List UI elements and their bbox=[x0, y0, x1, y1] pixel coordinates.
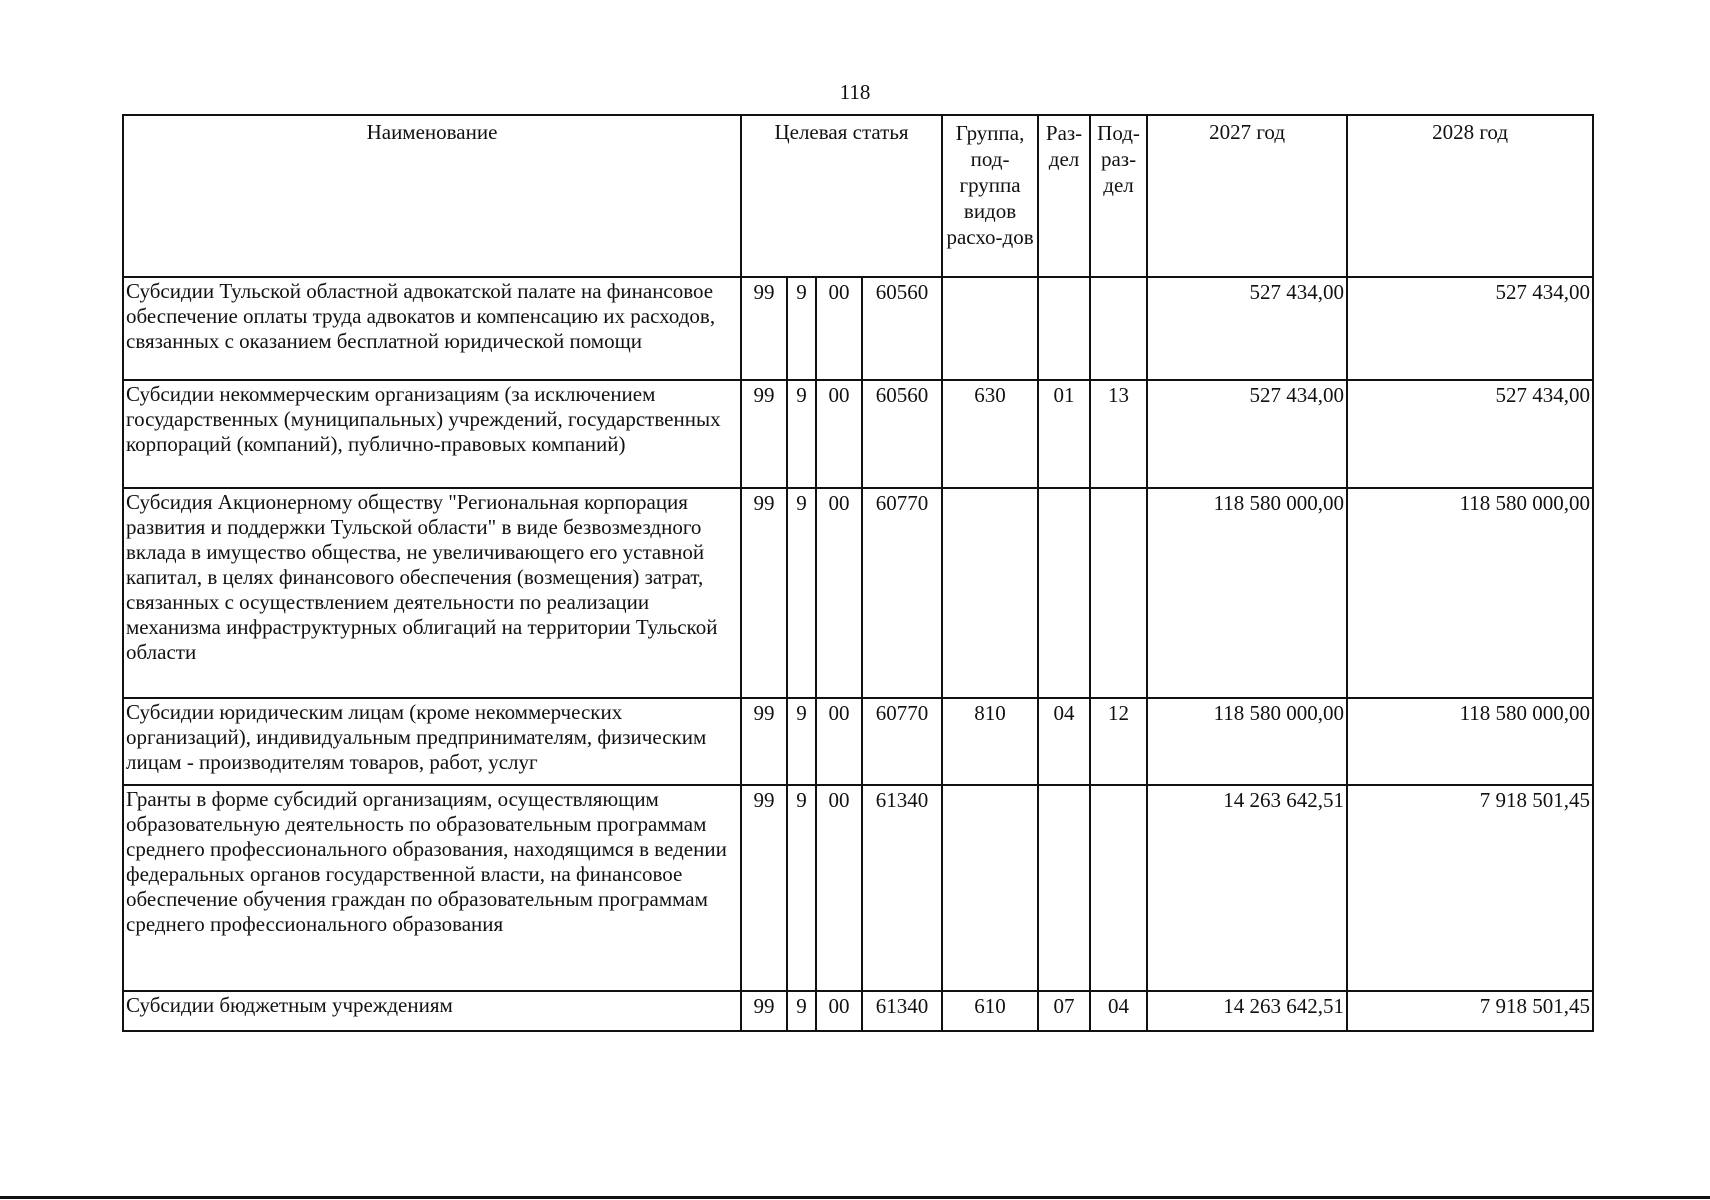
section-code bbox=[1038, 277, 1090, 380]
bottom-rule bbox=[0, 1196, 1710, 1199]
target-code-expense: 61340 bbox=[862, 991, 942, 1031]
subsection-code bbox=[1090, 277, 1147, 380]
table-row bbox=[123, 785, 1593, 991]
amount-2028: 527 434,00 bbox=[1347, 277, 1593, 380]
target-code-expense: 61340 bbox=[862, 785, 942, 991]
table-header-row bbox=[123, 115, 1593, 277]
expense-group: 610 bbox=[942, 991, 1038, 1031]
target-code-sub: 00 bbox=[816, 380, 862, 488]
amount-2027: 527 434,00 bbox=[1147, 380, 1347, 488]
target-code-program: 99 bbox=[741, 488, 787, 698]
row-name: Субсидия Акционерному обществу "Региональная корпорация развития и поддержки Тульской области" в виде безвозмездного вклада в имущество общества, не увеличивающего его уставной капитал, в целях финансового обеспечения (возмещения) затрат, связанных с осуществлением деятельности по реализации механизма инфраструктурных облигаций на территории Тульской области bbox=[123, 488, 741, 698]
amount-2027: 118 580 000,00 bbox=[1147, 488, 1347, 698]
expense-group: 810 bbox=[942, 698, 1038, 785]
target-code-expense: 60560 bbox=[862, 277, 942, 380]
amount-2027: 118 580 000,00 bbox=[1147, 698, 1347, 785]
target-code-program: 99 bbox=[741, 277, 787, 380]
table-row bbox=[123, 380, 1593, 488]
target-code-direction: 9 bbox=[787, 698, 816, 785]
target-code-sub: 00 bbox=[816, 488, 862, 698]
amount-2027: 527 434,00 bbox=[1147, 277, 1347, 380]
section-code bbox=[1038, 488, 1090, 698]
target-code-program: 99 bbox=[741, 991, 787, 1031]
table-row bbox=[123, 698, 1593, 785]
target-code-program: 99 bbox=[741, 785, 787, 991]
subsection-code: 04 bbox=[1090, 991, 1147, 1031]
target-code-program: 99 bbox=[741, 698, 787, 785]
amount-2027: 14 263 642,51 bbox=[1147, 991, 1347, 1031]
row-name: Субсидии Тульской областной адвокатской палате на финансовое обеспечение оплаты труда адвокатов и компенсацию их расходов, связанных с оказанием бесплатной юридической помощи bbox=[123, 277, 741, 380]
amount-2028: 527 434,00 bbox=[1347, 380, 1593, 488]
amount-2028: 118 580 000,00 bbox=[1347, 698, 1593, 785]
header-name: Наименование bbox=[123, 115, 741, 277]
table-row bbox=[123, 277, 1593, 380]
amount-2027: 14 263 642,51 bbox=[1147, 785, 1347, 991]
page-number: 118 bbox=[839, 80, 871, 104]
subsection-code: 12 bbox=[1090, 698, 1147, 785]
target-code-direction: 9 bbox=[787, 991, 816, 1031]
section-code: 01 bbox=[1038, 380, 1090, 488]
expense-group bbox=[942, 488, 1038, 698]
target-code-sub: 00 bbox=[816, 991, 862, 1031]
header-subsection: Под-раз-дел bbox=[1090, 115, 1147, 277]
section-code: 04 bbox=[1038, 698, 1090, 785]
target-code-sub: 00 bbox=[816, 698, 862, 785]
header-expense-group: Группа, под-группа видов расхо-дов bbox=[942, 115, 1038, 277]
header-section: Раз-дел bbox=[1038, 115, 1090, 277]
subsection-code bbox=[1090, 785, 1147, 991]
expense-group bbox=[942, 785, 1038, 991]
header-year-2028: 2028 год bbox=[1347, 115, 1593, 277]
section-code: 07 bbox=[1038, 991, 1090, 1031]
header-year-2027: 2027 год bbox=[1147, 115, 1347, 277]
target-code-program: 99 bbox=[741, 380, 787, 488]
amount-2028: 7 918 501,45 bbox=[1347, 991, 1593, 1031]
table-row bbox=[123, 991, 1593, 1031]
subsection-code bbox=[1090, 488, 1147, 698]
subsection-code: 13 bbox=[1090, 380, 1147, 488]
amount-2028: 7 918 501,45 bbox=[1347, 785, 1593, 991]
target-code-expense: 60560 bbox=[862, 380, 942, 488]
expense-group: 630 bbox=[942, 380, 1038, 488]
row-name: Субсидии некоммерческим организациям (за исключением государственных (муниципальных) учреждений, государственных корпораций (компаний), публично-правовых компаний) bbox=[123, 380, 741, 488]
target-code-sub: 00 bbox=[816, 785, 862, 991]
target-code-expense: 60770 bbox=[862, 488, 942, 698]
amount-2028: 118 580 000,00 bbox=[1347, 488, 1593, 698]
header-target-article: Целевая статья bbox=[741, 115, 942, 277]
section-code bbox=[1038, 785, 1090, 991]
target-code-direction: 9 bbox=[787, 785, 816, 991]
budget-table bbox=[122, 114, 1594, 1032]
table-row bbox=[123, 488, 1593, 698]
target-code-direction: 9 bbox=[787, 277, 816, 380]
target-code-expense: 60770 bbox=[862, 698, 942, 785]
row-name: Субсидии бюджетным учреждениям bbox=[123, 991, 741, 1031]
target-code-sub: 00 bbox=[816, 277, 862, 380]
expense-group bbox=[942, 277, 1038, 380]
row-name: Субсидии юридическим лицам (кроме некоммерческих организаций), индивидуальным предпринимателям, физическим лицам - производителям товаров, работ, услуг bbox=[123, 698, 741, 785]
row-name: Гранты в форме субсидий организациям, осуществляющим образовательную деятельность по образовательным программам среднего профессионального образования, находящимся в ведении федеральных органов государственной власти, на финансовое обеспечение обучения граждан по образовательным программам среднего профессионального образования bbox=[123, 785, 741, 991]
target-code-direction: 9 bbox=[787, 488, 816, 698]
target-code-direction: 9 bbox=[787, 380, 816, 488]
